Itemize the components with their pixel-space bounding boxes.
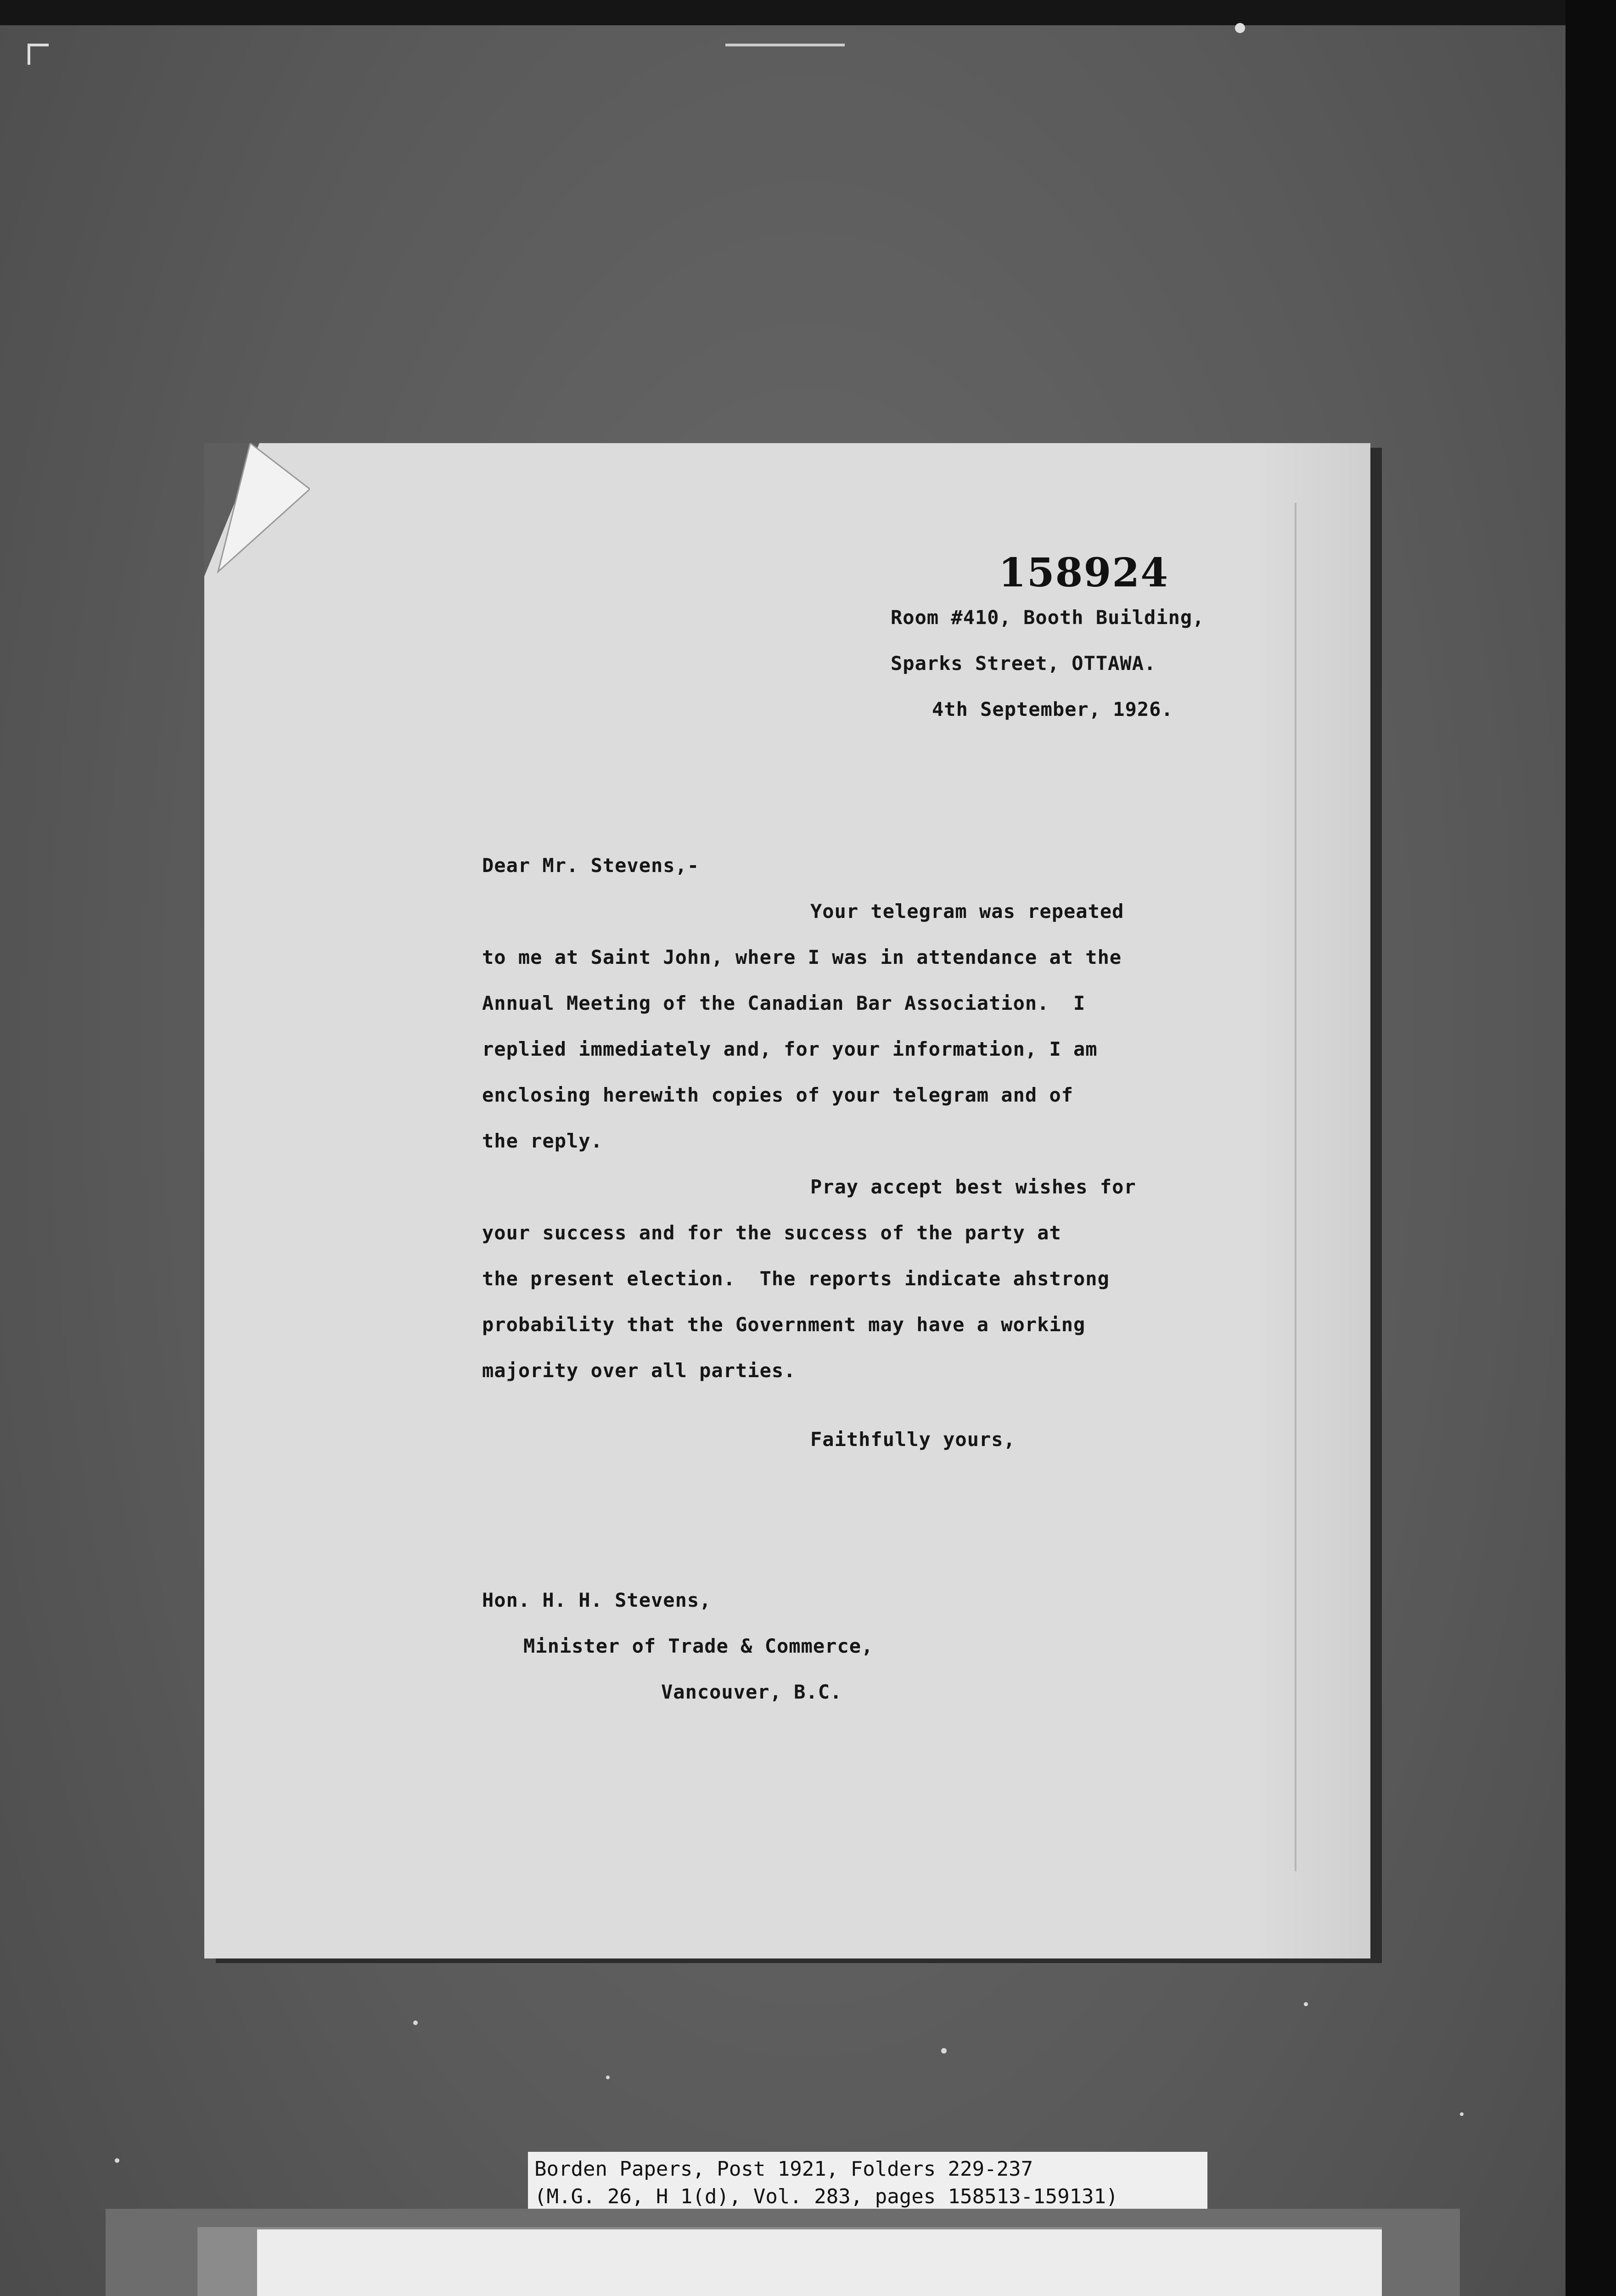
body-line: enclosing herewith copies of your telegram and of xyxy=(482,1084,1074,1106)
body-line: replied immediately and, for your information, I am xyxy=(482,1038,1098,1060)
closing: Faithfully yours, xyxy=(810,1428,1016,1451)
body-line: Annual Meeting of the Canadian Bar Association. I xyxy=(482,992,1086,1014)
letter-date: 4th September, 1926. xyxy=(932,698,1173,720)
top-dot-mark xyxy=(1235,23,1245,33)
top-register-mark xyxy=(725,44,845,46)
archives-card xyxy=(257,2229,1382,2296)
recipient-line: Vancouver, B.C. xyxy=(661,1681,842,1703)
dust-speck xyxy=(115,2158,119,2163)
body-line: Your telegram was repeated xyxy=(810,900,1124,923)
body-line: your success and for the success of the party at xyxy=(482,1221,1061,1244)
film-border-right xyxy=(1566,0,1616,2296)
letter-text xyxy=(204,443,1370,1958)
body-line: to me at Saint John, where I was in attendance at the xyxy=(482,946,1122,968)
recipient-line: Hon. H. H. Stevens, xyxy=(482,1589,712,1611)
dust-speck xyxy=(1460,2112,1464,2116)
recipient-line: Minister of Trade & Commerce, xyxy=(523,1635,874,1657)
collection-label-line: Borden Papers, Post 1921, Folders 229-237 xyxy=(534,2157,1033,2181)
dust-speck xyxy=(1304,2002,1308,2006)
dust-speck xyxy=(606,2076,610,2079)
letter-sheet xyxy=(204,443,1370,1958)
folio-number: 158924 xyxy=(999,550,1169,596)
corner-crop-mark xyxy=(28,44,49,65)
address-line: Room #410, Booth Building, xyxy=(891,606,1205,629)
body-line: the present election. The reports indicate ahstrong xyxy=(482,1267,1110,1290)
body-line: majority over all parties. xyxy=(482,1359,796,1382)
dust-speck xyxy=(413,2020,418,2025)
body-line: the reply. xyxy=(482,1130,603,1152)
collection-label xyxy=(528,2152,1207,2212)
body-line: probability that the Government may have a working xyxy=(482,1313,1086,1336)
collection-label-line: (M.G. 26, H 1(d), Vol. 283, pages 158513-159131) xyxy=(534,2185,1118,2208)
address-line: Sparks Street, OTTAWA. xyxy=(891,652,1156,675)
dust-speck xyxy=(941,2048,947,2054)
film-border-top xyxy=(0,0,1616,25)
salutation: Dear Mr. Stevens,- xyxy=(482,854,700,877)
body-line: Pray accept best wishes for xyxy=(810,1176,1136,1198)
